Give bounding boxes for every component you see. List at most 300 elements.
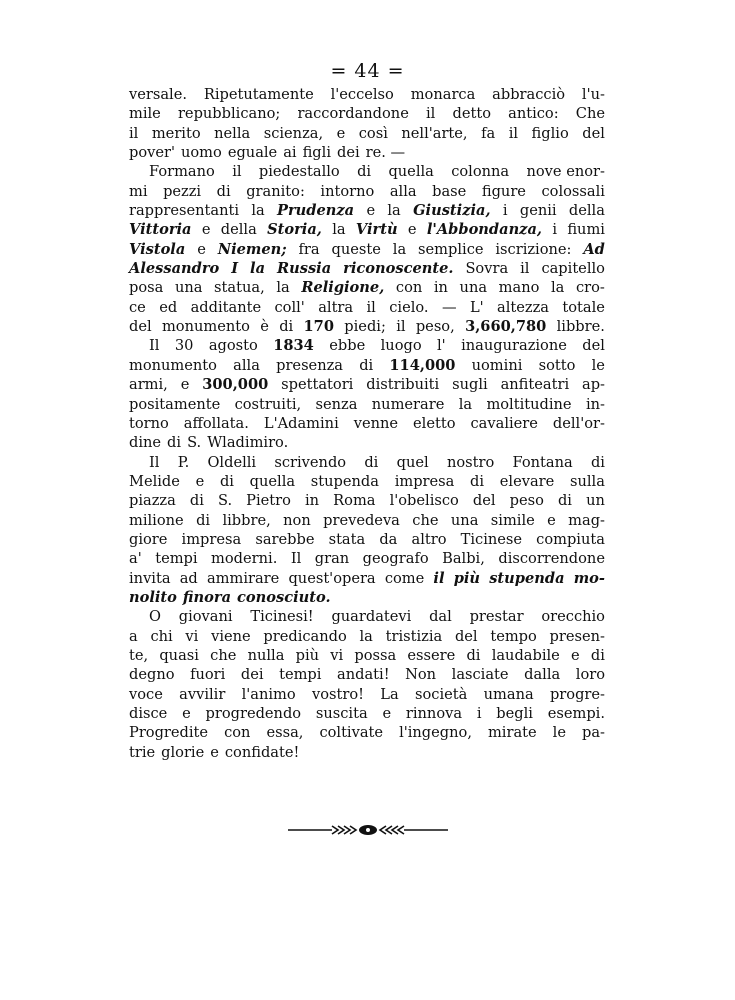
word: statua, bbox=[214, 279, 265, 297]
word: 3,660,780 bbox=[465, 318, 547, 336]
text-line bbox=[129, 220, 605, 239]
word: Alessandro bbox=[129, 260, 220, 278]
word: sarebbe bbox=[255, 530, 315, 548]
word: mag- bbox=[568, 511, 605, 529]
text-line bbox=[129, 124, 605, 143]
text-line bbox=[129, 627, 605, 646]
word: così bbox=[358, 124, 388, 142]
word: l'Abbondanza, bbox=[426, 221, 543, 239]
word: esempi. bbox=[547, 705, 605, 722]
word: di bbox=[590, 646, 605, 664]
text-line bbox=[129, 685, 605, 704]
word: 114,000 bbox=[389, 356, 456, 374]
word: confidate! bbox=[224, 743, 300, 761]
word: il bbox=[396, 318, 406, 336]
word: a' bbox=[129, 550, 142, 568]
word: tempi bbox=[155, 550, 198, 568]
word: in bbox=[305, 492, 320, 510]
text-line bbox=[129, 723, 605, 742]
word: Balbi, bbox=[442, 550, 485, 568]
word: avvilir bbox=[179, 685, 226, 703]
word: la bbox=[387, 202, 401, 220]
word: più bbox=[295, 646, 320, 664]
word: Giustizia, bbox=[413, 202, 491, 220]
word: elevare bbox=[499, 472, 555, 490]
text-line bbox=[129, 143, 605, 162]
word: alla bbox=[389, 182, 417, 200]
word: nolito bbox=[129, 588, 177, 606]
word: l'animo bbox=[241, 685, 296, 703]
text-line bbox=[129, 704, 605, 723]
word: Formano bbox=[149, 163, 215, 181]
word: senza bbox=[315, 395, 358, 413]
word: la bbox=[276, 279, 290, 297]
word: e bbox=[180, 376, 190, 394]
text-line bbox=[129, 336, 605, 355]
word: figlio bbox=[531, 124, 569, 142]
word: che bbox=[210, 646, 237, 664]
word: di bbox=[279, 318, 294, 336]
word: con bbox=[224, 724, 251, 742]
word: figli bbox=[302, 144, 331, 162]
word: sotto bbox=[538, 356, 576, 374]
word: umana bbox=[483, 685, 534, 703]
word: e bbox=[197, 240, 206, 258]
word: cro- bbox=[575, 279, 605, 297]
word: uomini bbox=[471, 356, 523, 374]
word: Wladimiro. bbox=[207, 434, 289, 452]
word: 170 bbox=[303, 318, 334, 336]
word: vi bbox=[185, 627, 199, 645]
word: chi bbox=[150, 627, 173, 645]
word: posa bbox=[129, 279, 164, 297]
text-line bbox=[129, 85, 605, 104]
word: te, bbox=[129, 646, 149, 664]
word: rinnova bbox=[405, 705, 463, 722]
word: Russia bbox=[277, 260, 332, 278]
word: il bbox=[129, 124, 139, 142]
word: iscrizione: bbox=[495, 240, 572, 258]
word: la bbox=[392, 240, 407, 258]
word: come bbox=[384, 569, 425, 587]
word: una bbox=[450, 511, 479, 529]
word: uomo bbox=[181, 144, 222, 162]
word: viene bbox=[211, 627, 251, 645]
word: raccordandone bbox=[297, 105, 409, 123]
word: una bbox=[174, 279, 203, 297]
word: suscita bbox=[315, 705, 368, 722]
word: fra bbox=[298, 240, 320, 258]
word: scienza, bbox=[263, 124, 324, 142]
word: che bbox=[412, 511, 439, 529]
word: nell'arte, bbox=[401, 124, 468, 142]
text-line bbox=[129, 375, 605, 394]
text-line bbox=[129, 511, 605, 530]
word: i bbox=[502, 202, 508, 220]
word: di bbox=[196, 511, 211, 529]
word: e bbox=[547, 511, 556, 529]
word: e bbox=[201, 221, 211, 239]
word: ap- bbox=[582, 376, 605, 394]
word: orecchio bbox=[541, 608, 605, 626]
word: mano bbox=[498, 279, 540, 297]
text-line bbox=[129, 743, 605, 762]
word: tempi bbox=[279, 666, 322, 684]
word: Virtù bbox=[355, 221, 398, 239]
word: discorrendone bbox=[498, 550, 605, 568]
word: Roma bbox=[333, 492, 376, 510]
word: ce bbox=[129, 298, 146, 316]
word: possa bbox=[354, 646, 397, 664]
word: di bbox=[216, 182, 231, 200]
word: Niemen; bbox=[217, 240, 287, 258]
word: libbre. bbox=[556, 318, 605, 336]
word: re. — bbox=[365, 144, 406, 162]
word: quella bbox=[249, 472, 296, 490]
word: I bbox=[231, 260, 239, 278]
text-line bbox=[129, 472, 605, 491]
word: costruiti, bbox=[234, 395, 302, 413]
word: l'ingegno, bbox=[399, 724, 472, 742]
word: di bbox=[219, 472, 234, 490]
text-line bbox=[129, 453, 605, 472]
word: fiumi bbox=[567, 221, 605, 239]
word: di bbox=[590, 453, 605, 471]
word: in bbox=[433, 279, 448, 297]
word: di bbox=[364, 453, 379, 471]
word: degno bbox=[129, 666, 175, 684]
word: le bbox=[552, 724, 566, 742]
word: dine bbox=[129, 434, 162, 452]
word: della bbox=[220, 221, 257, 239]
word: pover' bbox=[129, 144, 175, 162]
word: fuori bbox=[190, 666, 226, 684]
word: totale bbox=[562, 298, 605, 316]
word: granito: bbox=[246, 182, 305, 200]
word: il bbox=[433, 569, 445, 587]
word: impresa bbox=[394, 472, 455, 490]
word: del bbox=[454, 627, 478, 645]
word: e bbox=[210, 743, 219, 761]
word: una bbox=[459, 279, 488, 297]
word: voce bbox=[129, 685, 163, 703]
word: piedestallo bbox=[258, 163, 340, 181]
word: Che bbox=[575, 105, 605, 123]
word: agosto bbox=[208, 337, 258, 355]
text-line bbox=[129, 317, 605, 336]
text-line bbox=[129, 162, 605, 181]
word: simile bbox=[490, 511, 535, 529]
word: monarca bbox=[410, 86, 476, 103]
word: disce bbox=[129, 705, 168, 722]
word: sugli bbox=[452, 376, 488, 394]
word: andati! bbox=[337, 666, 390, 684]
word: il bbox=[426, 105, 436, 123]
word: la bbox=[251, 202, 265, 220]
word: eletto bbox=[413, 414, 456, 432]
word: trie bbox=[129, 743, 156, 761]
word: e bbox=[407, 221, 417, 239]
word: La bbox=[380, 685, 399, 703]
word: nella bbox=[214, 124, 251, 142]
word: dal bbox=[429, 608, 452, 626]
word: e bbox=[182, 705, 191, 722]
word: cavaliere bbox=[470, 414, 538, 432]
word: Storia, bbox=[267, 221, 322, 239]
word: la bbox=[458, 395, 473, 413]
word: stata bbox=[328, 530, 366, 548]
word: nove enor- bbox=[526, 163, 605, 181]
word: eguale bbox=[227, 144, 278, 162]
word: stupenda bbox=[310, 472, 379, 490]
word: impresa bbox=[181, 530, 242, 548]
word: L'Adamini bbox=[263, 414, 339, 432]
word: Ad bbox=[583, 240, 605, 258]
word: colossali bbox=[541, 182, 605, 200]
word: di bbox=[466, 646, 481, 664]
word: figure bbox=[481, 182, 526, 200]
word: e bbox=[571, 646, 580, 664]
word: riconoscente. bbox=[343, 260, 454, 278]
word: del bbox=[472, 492, 496, 510]
word: loro bbox=[575, 666, 605, 684]
word: lasciate bbox=[451, 666, 509, 684]
word: cielo. bbox=[389, 298, 429, 316]
word: distribuiti bbox=[366, 376, 440, 394]
word: altro bbox=[411, 530, 447, 548]
body-text bbox=[129, 85, 605, 762]
word: detto bbox=[452, 105, 491, 123]
word: di bbox=[470, 472, 485, 490]
text-line bbox=[129, 356, 605, 375]
word: luogo bbox=[380, 337, 422, 355]
text-line bbox=[129, 588, 605, 607]
text-line bbox=[129, 569, 605, 588]
text-line bbox=[129, 259, 605, 278]
word: anfiteatri bbox=[500, 376, 570, 394]
word: inaugurazione bbox=[461, 337, 567, 355]
word: merito bbox=[151, 124, 201, 142]
word: dei bbox=[337, 144, 360, 162]
word: di bbox=[167, 434, 182, 452]
text-line bbox=[129, 104, 605, 123]
word: positamente bbox=[129, 395, 221, 413]
word: L' bbox=[469, 298, 484, 316]
word: Vistola bbox=[129, 240, 186, 258]
word: quasi bbox=[159, 646, 199, 664]
word: la bbox=[551, 279, 565, 297]
text-line bbox=[129, 646, 605, 665]
word: laudabile bbox=[491, 646, 560, 664]
word: di bbox=[557, 492, 572, 510]
word: ammirare bbox=[206, 569, 280, 587]
text-line bbox=[129, 530, 605, 549]
word: i bbox=[552, 221, 557, 239]
word: Non bbox=[405, 666, 437, 684]
word: con bbox=[395, 279, 423, 297]
word: ad bbox=[179, 569, 198, 587]
word: tempo bbox=[490, 627, 537, 645]
word: mile bbox=[129, 105, 161, 123]
text-line bbox=[129, 607, 605, 626]
word: mirate bbox=[487, 724, 537, 742]
word: l' bbox=[437, 337, 446, 355]
word: — bbox=[441, 298, 457, 316]
word: affollata. bbox=[183, 414, 249, 432]
word: prevedeva bbox=[323, 511, 400, 529]
word: moderni. bbox=[211, 550, 278, 568]
word: dalla bbox=[524, 666, 561, 684]
word: S. bbox=[217, 492, 233, 510]
word: essere bbox=[407, 646, 456, 664]
word: glorie bbox=[161, 743, 205, 761]
word: in- bbox=[585, 395, 605, 413]
word: non bbox=[283, 511, 311, 529]
word: del bbox=[582, 337, 605, 355]
tailpiece-ornament bbox=[286, 822, 450, 838]
word: S. bbox=[187, 434, 202, 452]
word: a bbox=[129, 627, 138, 645]
word: abbracciò bbox=[492, 86, 566, 103]
word: il bbox=[366, 298, 376, 316]
text-line bbox=[129, 182, 605, 201]
word: nostro bbox=[446, 453, 495, 471]
text-line bbox=[129, 549, 605, 568]
word: nulla bbox=[247, 646, 285, 664]
word: versale. bbox=[129, 86, 187, 103]
word: altezza bbox=[497, 298, 549, 316]
word: geografo bbox=[362, 550, 429, 568]
word: Progredite bbox=[129, 724, 209, 742]
word: P. bbox=[177, 453, 190, 471]
word: repubblicano; bbox=[177, 105, 281, 123]
word: la bbox=[332, 221, 346, 239]
word: ai bbox=[283, 144, 297, 162]
word: ed bbox=[159, 298, 178, 316]
word: venne bbox=[353, 414, 399, 432]
word: colonna bbox=[451, 163, 510, 181]
word: progredendo bbox=[205, 705, 302, 722]
page-number: = 44 = bbox=[330, 60, 405, 82]
text-line bbox=[129, 298, 605, 317]
word: Vittoria bbox=[129, 221, 192, 239]
word: predicando bbox=[263, 627, 347, 645]
word: monumento bbox=[129, 356, 217, 374]
word: begli bbox=[496, 705, 533, 722]
word: coll' bbox=[274, 298, 305, 316]
word: quest'opera bbox=[288, 569, 376, 587]
word: di bbox=[357, 163, 372, 181]
word: Il bbox=[149, 453, 160, 471]
word: 1834 bbox=[273, 337, 314, 355]
text-line bbox=[129, 201, 605, 220]
word: sulla bbox=[569, 472, 605, 490]
word: presen- bbox=[549, 627, 605, 645]
word: giovani bbox=[178, 608, 233, 626]
word: base bbox=[432, 182, 467, 200]
word: 30 bbox=[174, 337, 194, 355]
text-line bbox=[129, 665, 605, 684]
word: torno bbox=[129, 414, 169, 432]
word: e bbox=[382, 705, 392, 722]
word: prestar bbox=[469, 608, 524, 626]
word: monumento bbox=[161, 318, 250, 336]
word: progre- bbox=[549, 685, 605, 703]
word: additante bbox=[190, 298, 262, 316]
word: gran bbox=[314, 550, 350, 568]
word: guardatevi bbox=[331, 608, 412, 626]
word: della bbox=[568, 202, 605, 220]
text-line bbox=[129, 240, 605, 259]
word: il bbox=[508, 124, 519, 142]
word: vostro! bbox=[311, 685, 364, 703]
word: finora bbox=[182, 588, 232, 606]
word: piazza bbox=[129, 492, 176, 510]
word: Ripetutamente bbox=[203, 86, 314, 103]
word: essa, bbox=[266, 724, 304, 742]
word: invita bbox=[129, 569, 171, 587]
text-line bbox=[129, 433, 605, 452]
word: l'u- bbox=[581, 86, 605, 103]
word: le bbox=[591, 356, 605, 374]
word: 300,000 bbox=[202, 376, 269, 394]
word: scrivendo bbox=[274, 453, 347, 471]
word: altra bbox=[318, 298, 354, 316]
word: coltivate bbox=[319, 724, 384, 742]
word: spettatori bbox=[281, 376, 354, 394]
word: stupenda bbox=[489, 569, 565, 587]
word: alla bbox=[233, 356, 260, 374]
word: peso, bbox=[415, 318, 455, 336]
word: più bbox=[453, 569, 481, 587]
word: tristizia bbox=[385, 627, 443, 645]
word: mi bbox=[129, 182, 148, 200]
word: del bbox=[129, 318, 152, 336]
word: compiuta bbox=[536, 530, 605, 548]
word: di bbox=[359, 356, 374, 374]
word: libbre, bbox=[222, 511, 271, 529]
word: giore bbox=[129, 530, 168, 548]
word: rappresentanti bbox=[129, 202, 239, 220]
word: Ticinese bbox=[460, 530, 523, 548]
word: il bbox=[232, 163, 242, 181]
word: Pietro bbox=[246, 492, 291, 510]
word: ebbe bbox=[329, 337, 366, 355]
word: la bbox=[250, 260, 266, 278]
word: dell'or- bbox=[552, 414, 605, 432]
word: numerare bbox=[371, 395, 445, 413]
word: queste bbox=[331, 240, 381, 258]
word: Ticinesi! bbox=[250, 608, 314, 626]
text-line bbox=[129, 491, 605, 510]
word: Prudenza bbox=[277, 202, 355, 220]
word: moltitudine bbox=[486, 395, 572, 413]
word: società bbox=[415, 685, 468, 703]
word: intorno bbox=[320, 182, 375, 200]
word: e bbox=[366, 202, 376, 220]
text-line bbox=[129, 395, 605, 414]
word: milione bbox=[129, 511, 184, 529]
word: genii bbox=[519, 202, 557, 220]
word: del bbox=[582, 124, 605, 142]
word: Il bbox=[290, 550, 302, 568]
word: presenza bbox=[276, 356, 343, 374]
word: mo- bbox=[573, 569, 605, 587]
word: pa- bbox=[582, 724, 605, 742]
word: Oldelli bbox=[207, 453, 257, 471]
word: da bbox=[379, 530, 398, 548]
word: Religione, bbox=[301, 279, 385, 297]
